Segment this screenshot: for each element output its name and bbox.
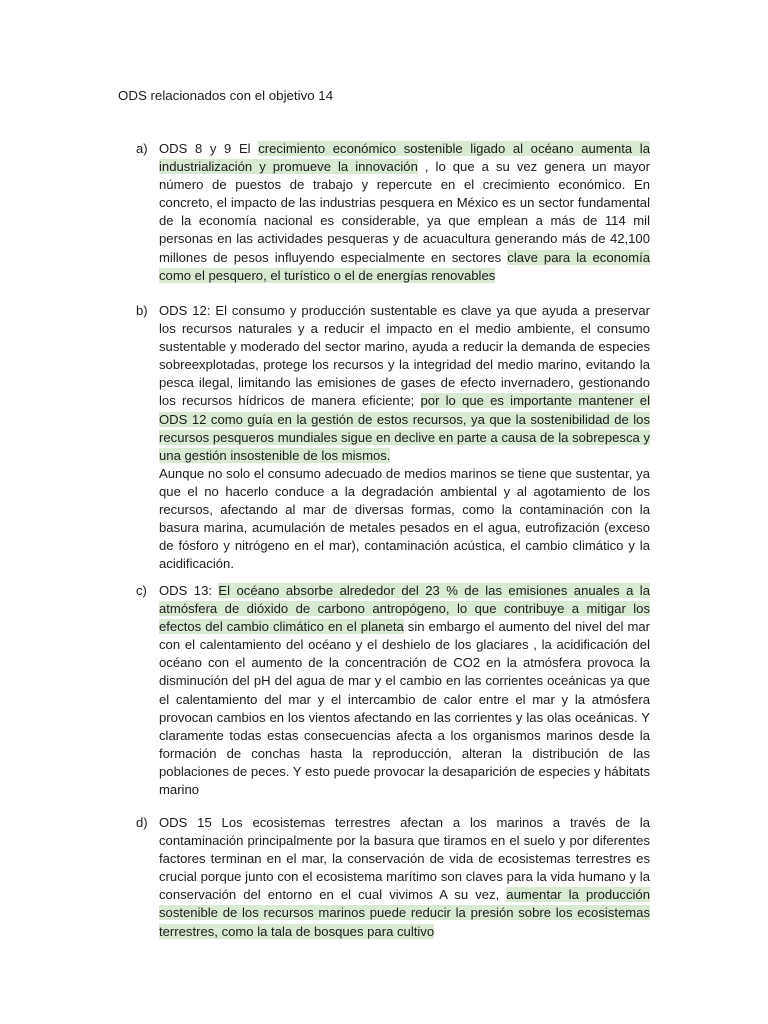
list-item-b bbox=[136, 302, 650, 573]
list-marker: d) bbox=[136, 815, 148, 830]
highlighted-text: clave para la economía como el pesquero, el turístico o el de energías renovables bbox=[159, 249, 650, 283]
item-text: Aunque no solo el consumo adecuado de medios marinos se tiene que sustentar, ya que el no hacerlo conduce a la degradación ambiental y al agotamiento de los recursos, afectando al mar de diversas formas, como la contaminación con la basura marina, acumulación de metales pesados en el agua, eutrofización (exceso de fósforo y nitrógeno en el mar), contaminación acústica, el cambio climático y la acidificación. bbox=[159, 465, 650, 572]
list-item-c bbox=[136, 582, 651, 799]
item-text: sin embargo el aumento del nivel del mar con el calentamiento del océano y el deshielo de los glaciares , la acidificación del océano con el aumento de la concentración de CO2 en la atmósfera provoca la disminución del pH del agua de mar y el cambio en las corrientes oceánicas ya que el calentamiento del mar y el intercambio de calor entre el mar y la atmósfera provocan cambios en los vientos afectando en las corrientes y las olas oceánicas. Y claramente todas estas consecuencias afecta a los organismos marinos desde la formación de conchas hasta la reproducción, alteran la distribución de las poblaciones de peces. Y esto puede provocar la desaparición de especies y hábitats marino bbox=[159, 619, 651, 798]
highlighted-text: aumentar la producción sostenible de los recursos marinos puede reducir la presión sobre los ecosistemas terrestres, como la tala de bosques para cultivo bbox=[159, 887, 651, 939]
list-item-d bbox=[136, 814, 651, 941]
list-item-a bbox=[136, 140, 651, 285]
list-marker: c) bbox=[136, 583, 147, 598]
list-marker: b) bbox=[136, 303, 148, 318]
item-text: ODS 15 Los ecosistemas terrestres afectan a los marinos a través de la contaminación principalmente por la basura que tiramos en el suelo y por diferentes factores terminan en el mar, la conservación de vida de ecosistemas terrestres es crucial porque junto con el ecosistema marítimo son claves para la vida humano y la conservación del entorno en el cual vivimos A su vez, bbox=[159, 815, 650, 903]
document-title: ODS relacionados con el objetivo 14 bbox=[118, 88, 334, 103]
item-text: ODS 12: El consumo y producción sustentable es clave ya que ayuda a preservar los recursos naturales y a reducir el impacto en el medio ambiente, el consumo sustentable y moderado del sector marino, ayuda a reducir la demanda de especies sobreexplotadas, protege los recursos y la integridad del medio marino, evitando la pesca ilegal, limitando las emisiones de gases de efecto invernadero, gestionando los recursos hídricos de manera eficiente; bbox=[159, 303, 650, 409]
item-text: , lo que a su vez genera un mayor número de puestos de trabajo y repercute en el crecimiento económico. En concreto, el impacto de las industrias pesquera en México es un sector fundamental de la economía nacional es considerable, ya que emplean a más de 114 mil personas en las actividades pesqueras y de acuacultura generando más de 42,100 millones de pesos influyendo especialmente en sectores bbox=[159, 159, 651, 265]
highlighted-text: crecimiento económico sostenible ligado al océano aumenta la industrialización y promueve la innovación bbox=[159, 141, 650, 175]
list-marker: a) bbox=[136, 141, 148, 156]
item-text: ODS 13: bbox=[159, 583, 219, 598]
highlighted-text: por lo que es importante mantener el ODS 12 como guía en la gestión de estos recursos, ya que la sostenibilidad de los recursos pesqueros mundiales sigue en declive en parte a causa de la sobrepesca y una gestión insostenible de los mismos. bbox=[159, 393, 650, 463]
item-text: ODS 8 y 9 El bbox=[159, 141, 259, 156]
highlighted-text: El océano absorbe alrededor del 23 % de las emisiones anuales a la atmósfera de dióxido de carbono antropógeno, lo que contribuye a mitigar los efectos del cambio climático en el planeta bbox=[159, 583, 650, 635]
